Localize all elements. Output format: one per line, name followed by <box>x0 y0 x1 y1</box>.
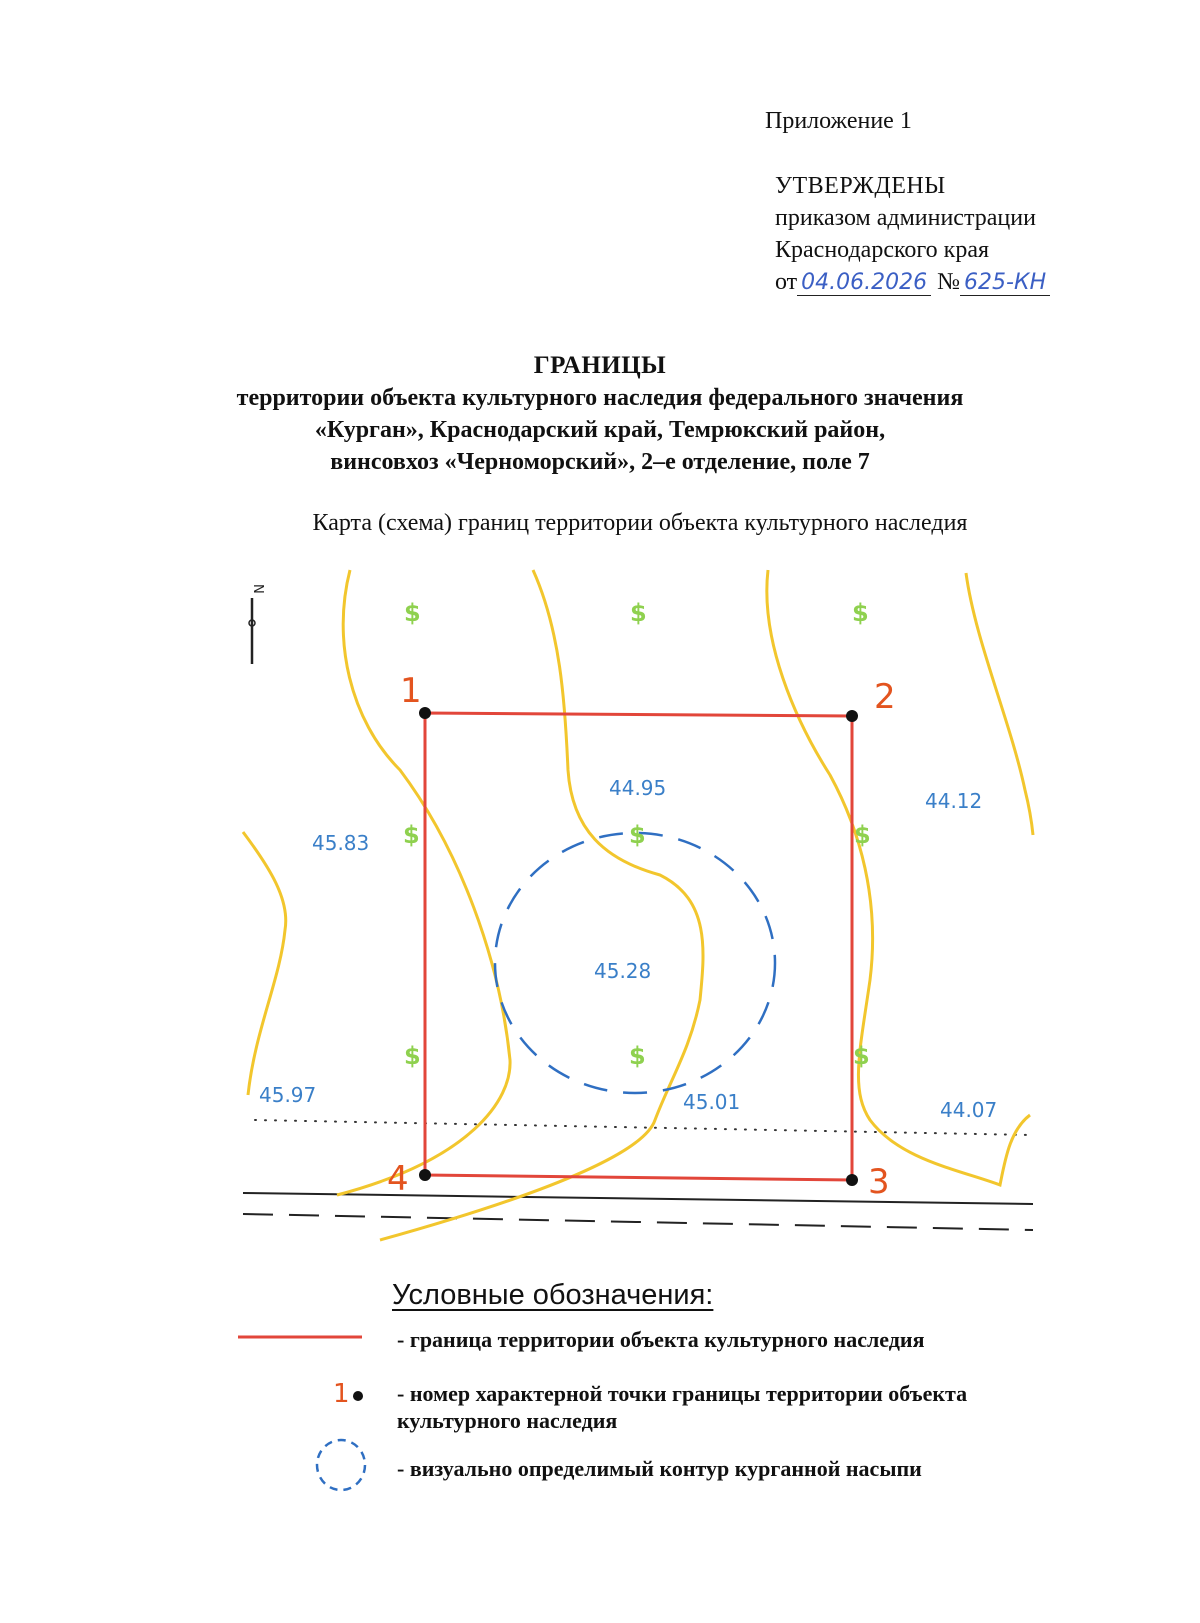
map-caption: Карта (схема) границ территории объекта культурного наследия <box>312 510 968 536</box>
contour-line-1 <box>243 832 286 1095</box>
legend-boundary-text: - граница территории объекта культурного наследия <box>397 1327 925 1352</box>
appendix-label: Приложение 1 <box>765 108 912 134</box>
elevation-mark-4: 45.28 <box>594 959 652 983</box>
north-arrow <box>249 584 265 664</box>
contour-line-4 <box>767 570 1030 1185</box>
vegetation-mark: $ <box>629 821 646 849</box>
vegetation-mark: $ <box>853 1042 870 1070</box>
road-edge-line <box>243 1193 1033 1204</box>
boundary-point-4-dot <box>419 1169 431 1181</box>
vegetation-mark: $ <box>403 821 420 849</box>
title-main: ГРАНИЦЫ <box>533 352 667 379</box>
boundary-point-3-dot <box>846 1174 858 1186</box>
boundary-point-2-dot <box>846 710 858 722</box>
elevation-mark-3: 44.12 <box>925 789 983 813</box>
approved-line-2: Краснодарского края <box>775 237 990 263</box>
date-prefix: от <box>775 269 798 295</box>
boundary-point-3-label: 3 <box>868 1162 890 1202</box>
vegetation-mark: $ <box>404 1042 421 1070</box>
boundary-point-1-label: 1 <box>400 671 422 711</box>
vegetation-mark: $ <box>854 821 871 849</box>
vegetation-mark: $ <box>852 599 869 627</box>
number-value: 625-КН <box>960 271 1050 296</box>
boundary-point-4-label: 4 <box>387 1159 409 1199</box>
legend-point-dot <box>353 1391 363 1401</box>
boundary-point-2-label: 2 <box>874 677 896 717</box>
elevation-mark-6: 45.01 <box>683 1090 741 1114</box>
title-line-3: винсовхоз «Черноморский», 2–е отделение, поле 7 <box>330 449 870 475</box>
contour-lines <box>243 570 1033 1240</box>
dotted-line <box>255 1120 1030 1135</box>
legend-mound-icon <box>317 1440 365 1490</box>
legend-point-number: 1 <box>333 1379 350 1409</box>
north-label: N <box>250 584 265 594</box>
elevation-mark-2: 44.95 <box>609 776 667 800</box>
approved-title: УТВЕРЖДЕНЫ <box>775 173 946 199</box>
vegetation-mark: $ <box>404 599 421 627</box>
legend-point-text: - номер характерной точки границы территории объекта культурного наследия <box>397 1381 968 1433</box>
legend-mound-text: - визуально определимый контур курганной насыпи <box>397 1456 922 1481</box>
road-dashed-line <box>243 1214 1033 1230</box>
vegetation-mark: $ <box>629 1042 646 1070</box>
legend-title: Условные обозначения: <box>392 1279 714 1311</box>
vegetation-mark: $ <box>630 599 647 627</box>
number-prefix: № <box>937 269 961 295</box>
title-line-2: «Курган», Краснодарский край, Темрюкский район, <box>314 417 886 443</box>
contour-line-3 <box>380 570 703 1240</box>
elevation-mark-1: 45.83 <box>312 831 370 855</box>
date-value: 04.06.2026 <box>797 271 931 296</box>
elevation-mark-5: 45.97 <box>259 1083 317 1107</box>
elevation-mark-7: 44.07 <box>940 1098 998 1122</box>
approved-line-1: приказом администрации <box>775 205 1036 231</box>
title-line-1: территории объекта культурного наследия федерального значения <box>236 385 964 411</box>
